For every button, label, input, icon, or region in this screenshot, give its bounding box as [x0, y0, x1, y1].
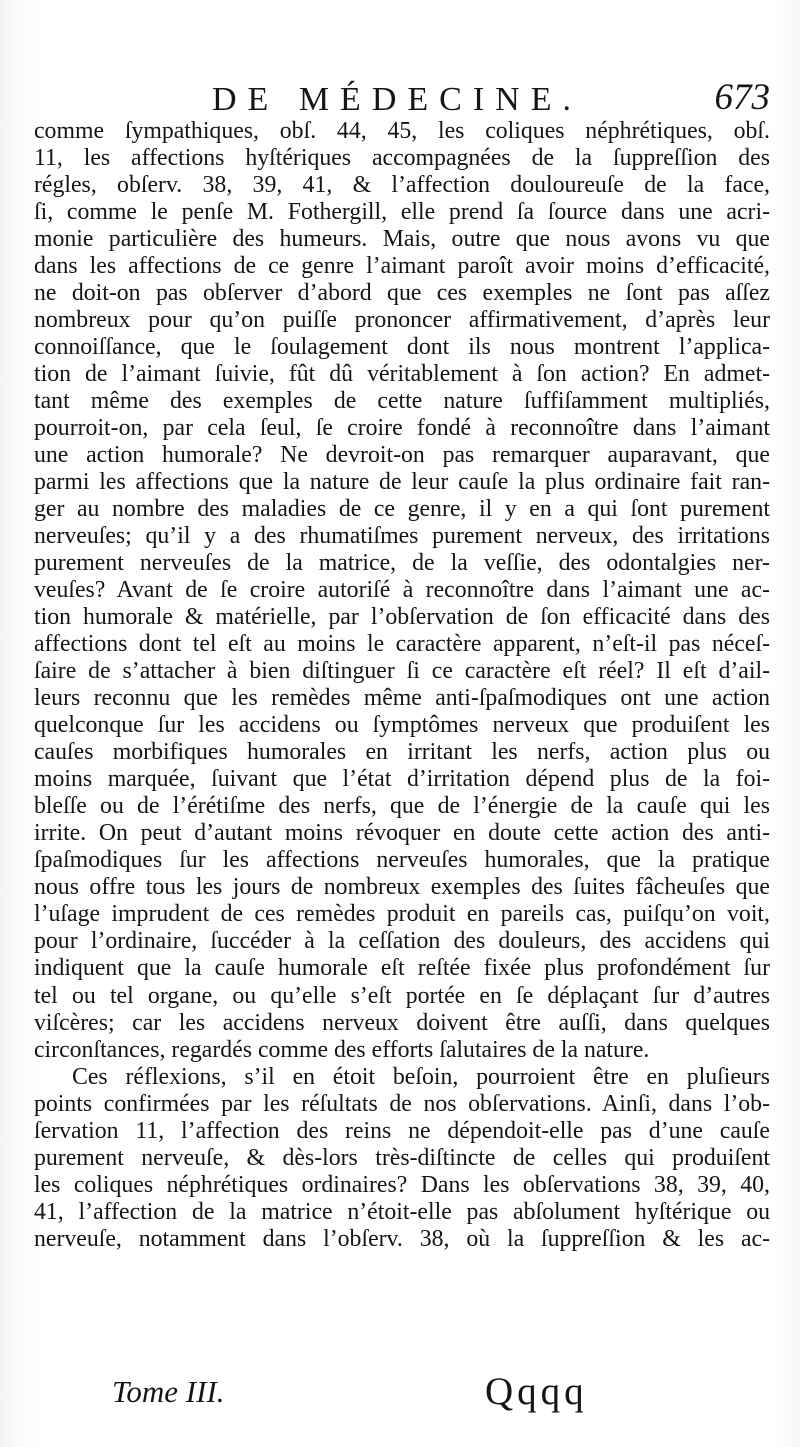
page-number: 673: [714, 77, 770, 118]
text-line: ſpaſmodiques ſur les affections nerveuſes humorales, que la pratique: [34, 847, 770, 874]
text-line: cauſes morbifiques humorales en irritant les nerfs, action plus ou: [34, 739, 770, 766]
text-line: les coliques néphrétiques ordinaires? Dans les obſervations 38, 39, 40,: [34, 1171, 770, 1198]
text-line: tant même des exemples de cette nature ſuffiſamment multipliés,: [34, 388, 770, 415]
text-line: irrite. On peut d’autant moins révoquer en doute cette action des anti-: [34, 820, 770, 847]
text-line: leurs reconnu que les remèdes même anti-ſpaſmodiques ont une action: [34, 685, 770, 712]
text-line: points confirmées par les réſultats de nos obſervations. Ainſi, dans l’ob-: [34, 1090, 770, 1117]
text-line: indiquent que la cauſe humorale eſt reſtée fixée plus profondément ſur: [34, 955, 770, 982]
text-line: ne doit-on pas obſerver d’abord que ces exemples ne ſont pas aſſez: [34, 280, 770, 307]
text-line: nerveuſe, notamment dans l’obſerv. 38, où la ſuppreſſion & les ac-: [34, 1225, 770, 1252]
text-line: ger au nombre des maladies de ce genre, il y en a qui ſont purement: [34, 496, 770, 523]
text-line: tion humorale & matérielle, par l’obſervation de ſon efficacité dans des: [34, 604, 770, 631]
text-line: veuſes? Avant de ſe croire autoriſé à reconnoître dans l’aimant une ac-: [34, 577, 770, 604]
text-line: nombreux pour qu’on puiſſe prononcer affirmativement, d’après leur: [34, 307, 770, 334]
signature-mark: Qqqq: [485, 1370, 588, 1413]
text-line: 41, l’affection de la matrice n’étoit-elle pas abſolument hyſtérique ou: [34, 1198, 770, 1225]
text-line: parmi les affections que la nature de leur cauſe la plus ordinaire fait ran-: [34, 469, 770, 496]
text-line: monie particulière des humeurs. Mais, outre que nous avons vu que: [34, 226, 770, 253]
text-line: une action humorale? Ne devroit-on pas remarquer auparavant, que: [34, 442, 770, 469]
text-line: 11, les affections hyſtériques accompagnées de la ſuppreſſion des: [34, 145, 770, 172]
text-line: nous offre tous les jours de nombreux exemples des ſuites fâcheuſes que: [34, 874, 770, 901]
text-line: connoiſſance, que le ſoulagement dont ils nous montrent l’applica-: [34, 334, 770, 361]
text-line: circonſtances, regardés comme des efforts ſalutaires de la nature.: [34, 1036, 650, 1063]
text-line: pour l’ordinaire, ſuccéder à la ceſſation des douleurs, des accidens qui: [34, 928, 770, 955]
text-line: dans les affections de ce genre l’aimant paroît avoir moins d’efficacité,: [34, 253, 770, 280]
text-line: purement nerveuſe, & dès-lors très-diſtincte de celles qui produiſent: [34, 1144, 770, 1171]
text-line: l’uſage imprudent de ces remèdes produit en pareils cas, puiſqu’on voit,: [34, 901, 770, 928]
text-line: purement nerveuſes de la matrice, de la veſſie, des odontalgies ner-: [34, 550, 770, 577]
text-line: affections dont tel eſt au moins le caractère apparent, n’eſt-il pas néceſ-: [34, 631, 770, 658]
text-line: pourroit-on, par cela ſeul, ſe croire fondé à reconnoître dans l’aimant: [34, 415, 770, 442]
text-line: quelconque ſur les accidens ou ſymptômes nerveux que produiſent les: [34, 712, 770, 739]
volume-label: Tome III.: [112, 1374, 225, 1409]
text-line: comme ſympathiques, obſ. 44, 45, les coliques néphrétiques, obſ.: [34, 118, 770, 144]
text-line: nerveuſes; qu’il y a des rhumatiſmes purement nerveux, des irritations: [34, 523, 770, 550]
page-body: [34, 118, 770, 1253]
text-line: ſi, comme le penſe M. Fothergill, elle prend ſa ſource dans une acri-: [34, 199, 770, 226]
page-footer: [34, 1372, 770, 1422]
text-line: bleſſe ou de l’érétiſme des nerfs, que de l’énergie de la cauſe qui les: [34, 793, 770, 820]
page-header: [34, 76, 770, 120]
text-line: Ces réflexions, s’il en étoit beſoin, pourroient être en pluſieurs: [72, 1063, 770, 1090]
text-line: ſervation 11, l’affection des reins ne dépendoit-elle pas d’une cauſe: [34, 1117, 770, 1144]
text-line: ſaire de s’attacher à bien diſtinguer ſi ce caractère eſt réel? Il eſt d’ail-: [34, 658, 770, 685]
text-line: viſcères; car les accidens nerveux doivent être auſſi, dans quelques: [34, 1009, 770, 1036]
text-line: tion de l’aimant ſuivie, fût dû véritablement à ſon action? En admet-: [34, 361, 770, 388]
running-title: DE MÉDECINE.: [212, 81, 582, 118]
text-line: moins marquée, ſuivant que l’état d’irritation dépend plus de la foi-: [34, 766, 770, 793]
text-line: tel ou tel organe, ou qu’elle s’eſt portée en ſe déplaçant ſur d’autres: [34, 982, 770, 1009]
text-line: régles, obſerv. 38, 39, 41, & l’affection douloureuſe de la face,: [34, 172, 770, 199]
